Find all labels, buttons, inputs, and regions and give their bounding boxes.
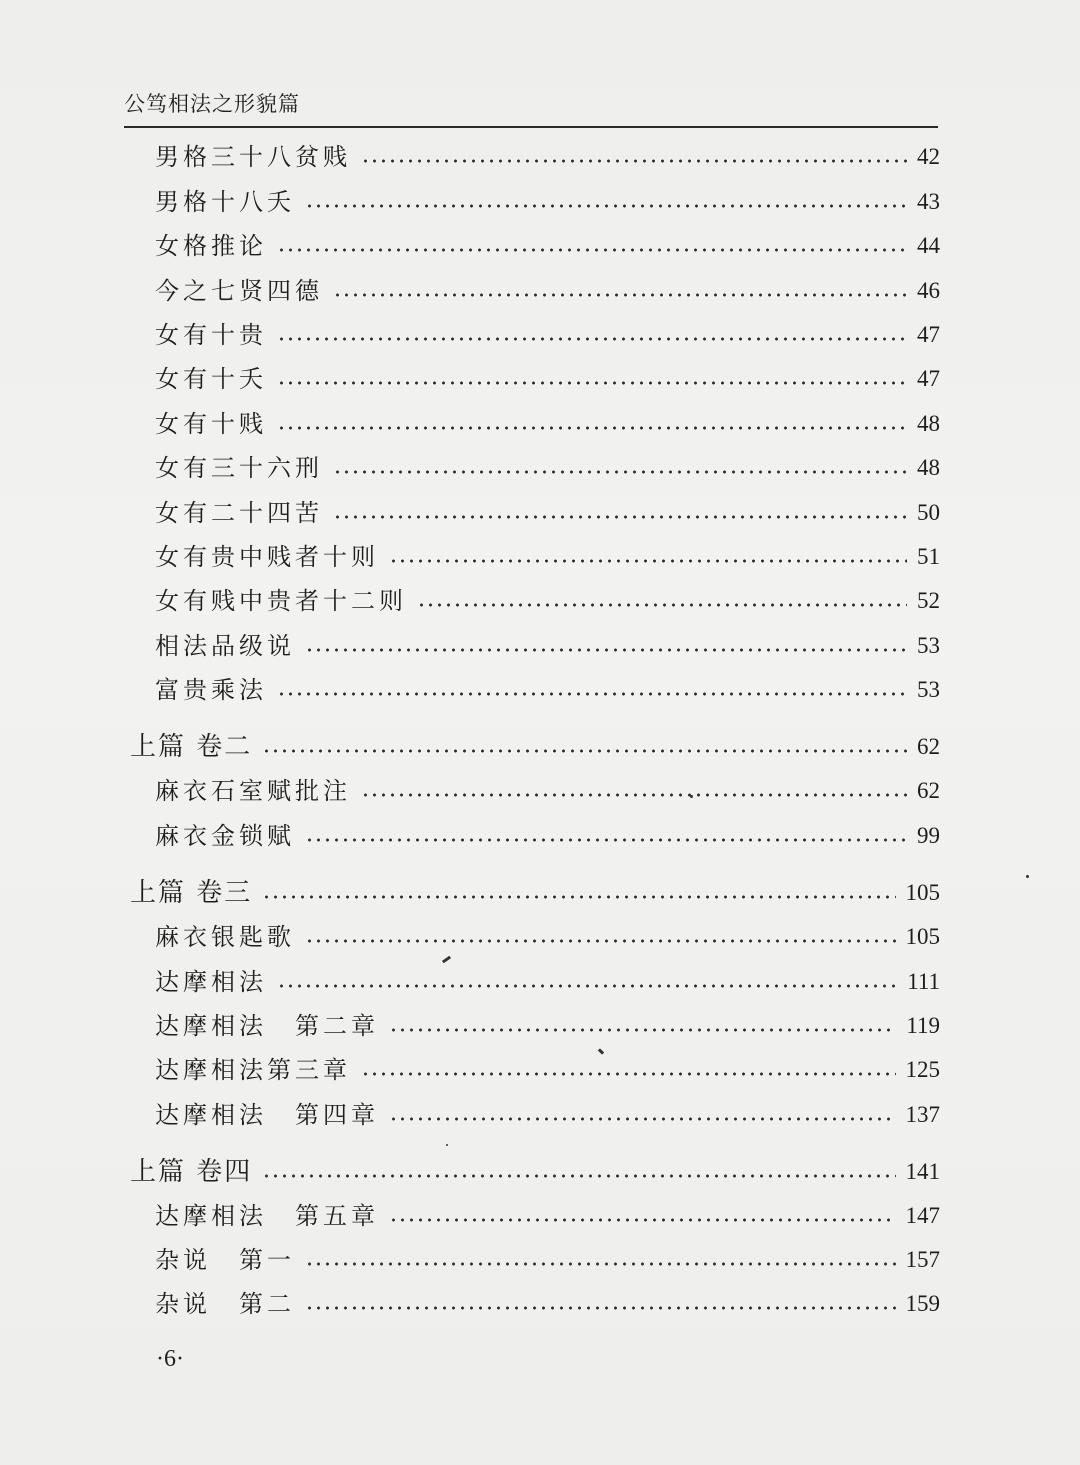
dot-leader bbox=[417, 584, 907, 618]
dot-leader bbox=[361, 140, 907, 174]
toc-entry-row bbox=[155, 1287, 940, 1321]
toc-page-number: 52 bbox=[917, 588, 940, 613]
toc-entry-row bbox=[155, 1098, 940, 1132]
dot-leader bbox=[333, 274, 907, 308]
dot-leader bbox=[333, 496, 907, 530]
toc-page-number: 125 bbox=[905, 1057, 940, 1082]
toc-page-number: 42 bbox=[917, 144, 940, 169]
print-speck bbox=[446, 1144, 448, 1146]
toc-section-row bbox=[130, 876, 940, 910]
toc-page-number: 47 bbox=[917, 322, 940, 347]
toc-entry-label: 麻衣银匙歌 bbox=[155, 923, 295, 951]
dot-leader bbox=[305, 819, 907, 853]
toc-section-label: 上篇 卷三 bbox=[130, 878, 253, 908]
toc-page-number: 99 bbox=[917, 823, 940, 848]
toc-entry-label: 达摩相法 第二章 bbox=[155, 1012, 379, 1040]
toc-page-number: 159 bbox=[905, 1291, 940, 1316]
toc-entry-label: 女有十贱 bbox=[155, 410, 267, 438]
toc-entry-label: 杂说 第二 bbox=[155, 1290, 295, 1318]
dot-leader bbox=[361, 774, 907, 808]
toc-entry-label: 女有十夭 bbox=[155, 365, 267, 393]
toc-page-number: 43 bbox=[917, 189, 940, 214]
toc-page-number: 62 bbox=[917, 734, 940, 759]
dot-leader bbox=[305, 185, 907, 219]
book-title: 公笃相法之形貌篇 bbox=[124, 92, 300, 116]
toc-entry-label: 男格三十八贫贱 bbox=[155, 143, 351, 171]
toc-entry-row bbox=[155, 673, 940, 707]
toc-entry-label: 麻衣金锁赋 bbox=[155, 822, 295, 850]
toc-entry-row bbox=[155, 274, 940, 308]
toc-entry-label: 男格十八夭 bbox=[155, 188, 295, 216]
toc-entry-row bbox=[155, 185, 940, 219]
toc-entry-row bbox=[155, 819, 940, 853]
toc-entry-row bbox=[155, 584, 940, 618]
toc-page-number: 141 bbox=[905, 1159, 940, 1184]
toc-entry-row bbox=[155, 540, 940, 574]
toc-entry-label: 达摩相法 第五章 bbox=[155, 1202, 379, 1230]
page-number: ·6· bbox=[156, 1346, 184, 1372]
toc-entry-label: 女有二十四苦 bbox=[155, 499, 323, 527]
toc-entry-row bbox=[155, 362, 940, 396]
dot-leader bbox=[389, 1098, 896, 1132]
toc-entry-row bbox=[155, 229, 940, 263]
dot-leader bbox=[389, 540, 907, 574]
toc-page-number: 53 bbox=[917, 677, 940, 702]
dot-leader bbox=[277, 229, 907, 263]
toc-page-number: 157 bbox=[905, 1247, 940, 1272]
toc-page-number: 147 bbox=[905, 1203, 940, 1228]
toc-page-number: 137 bbox=[905, 1102, 940, 1127]
toc-page-number: 47 bbox=[917, 366, 940, 391]
toc-page-number: 50 bbox=[917, 500, 940, 525]
toc-entry-label: 杂说 第一 bbox=[155, 1246, 295, 1274]
print-speck bbox=[1026, 875, 1029, 878]
dot-leader bbox=[389, 1199, 896, 1233]
toc-entry-label: 达摩相法第三章 bbox=[155, 1056, 351, 1084]
toc-page-number: 44 bbox=[917, 233, 940, 258]
dot-leader bbox=[277, 965, 897, 999]
toc-section-row bbox=[130, 730, 940, 764]
toc-entry-row bbox=[155, 318, 940, 352]
toc-entry-row bbox=[155, 1199, 940, 1233]
toc-entry-label: 相法品级说 bbox=[155, 632, 295, 660]
toc-entry-row bbox=[155, 1053, 940, 1087]
toc-section-label: 上篇 卷四 bbox=[130, 1157, 253, 1187]
toc-entry-label: 女格推论 bbox=[155, 232, 267, 260]
dot-leader bbox=[305, 1287, 896, 1321]
toc-entry-label: 富贵乘法 bbox=[155, 676, 267, 704]
toc-entry-row bbox=[155, 1243, 940, 1277]
dot-leader bbox=[305, 1243, 896, 1277]
toc-page-number: 119 bbox=[906, 1013, 940, 1038]
toc-entry-label: 女有十贵 bbox=[155, 321, 267, 349]
toc-entry-label: 今之七贤四德 bbox=[155, 277, 323, 305]
toc-entry-label: 麻衣石室赋批注 bbox=[155, 777, 351, 805]
toc-section-label: 上篇 卷二 bbox=[130, 732, 253, 762]
toc-entry-label: 女有三十六刑 bbox=[155, 454, 323, 482]
toc-page-number: 46 bbox=[917, 278, 940, 303]
dot-leader bbox=[361, 1053, 896, 1087]
toc-entry-label: 女有贵中贱者十则 bbox=[155, 543, 379, 571]
dot-leader bbox=[305, 629, 907, 663]
toc-page-number: 105 bbox=[905, 924, 940, 949]
toc-page-number: 111 bbox=[907, 969, 940, 994]
dot-leader bbox=[305, 920, 896, 954]
toc-entry-row bbox=[155, 451, 940, 485]
dot-leader bbox=[262, 876, 895, 910]
dot-leader bbox=[277, 407, 907, 441]
toc-entry-row bbox=[155, 140, 940, 174]
dot-leader bbox=[262, 730, 907, 764]
toc-entry-row bbox=[155, 965, 940, 999]
toc-entry-label: 达摩相法 bbox=[155, 968, 267, 996]
toc-entry-row bbox=[155, 407, 940, 441]
toc-page-number: 48 bbox=[917, 455, 940, 480]
toc-entry-row bbox=[155, 629, 940, 663]
toc-page-number: 105 bbox=[905, 880, 940, 905]
toc-section-row bbox=[130, 1155, 940, 1189]
dot-leader bbox=[389, 1009, 896, 1043]
toc-entry-label: 达摩相法 第四章 bbox=[155, 1101, 379, 1129]
toc-entry-row bbox=[155, 774, 940, 808]
toc-page-number: 62 bbox=[917, 778, 940, 803]
dot-leader bbox=[277, 362, 907, 396]
dot-leader bbox=[277, 673, 907, 707]
toc-entry-row bbox=[155, 920, 940, 954]
dot-leader bbox=[262, 1155, 895, 1189]
toc-page-number: 48 bbox=[917, 411, 940, 436]
dot-leader bbox=[277, 318, 907, 352]
toc-page-number: 53 bbox=[917, 633, 940, 658]
toc-entry-row bbox=[155, 496, 940, 530]
toc-page-number: 51 bbox=[917, 544, 940, 569]
print-speck bbox=[690, 795, 693, 798]
dot-leader bbox=[333, 451, 907, 485]
toc-entry-label: 女有贱中贵者十二则 bbox=[155, 587, 407, 615]
toc-entry-row bbox=[155, 1009, 940, 1043]
